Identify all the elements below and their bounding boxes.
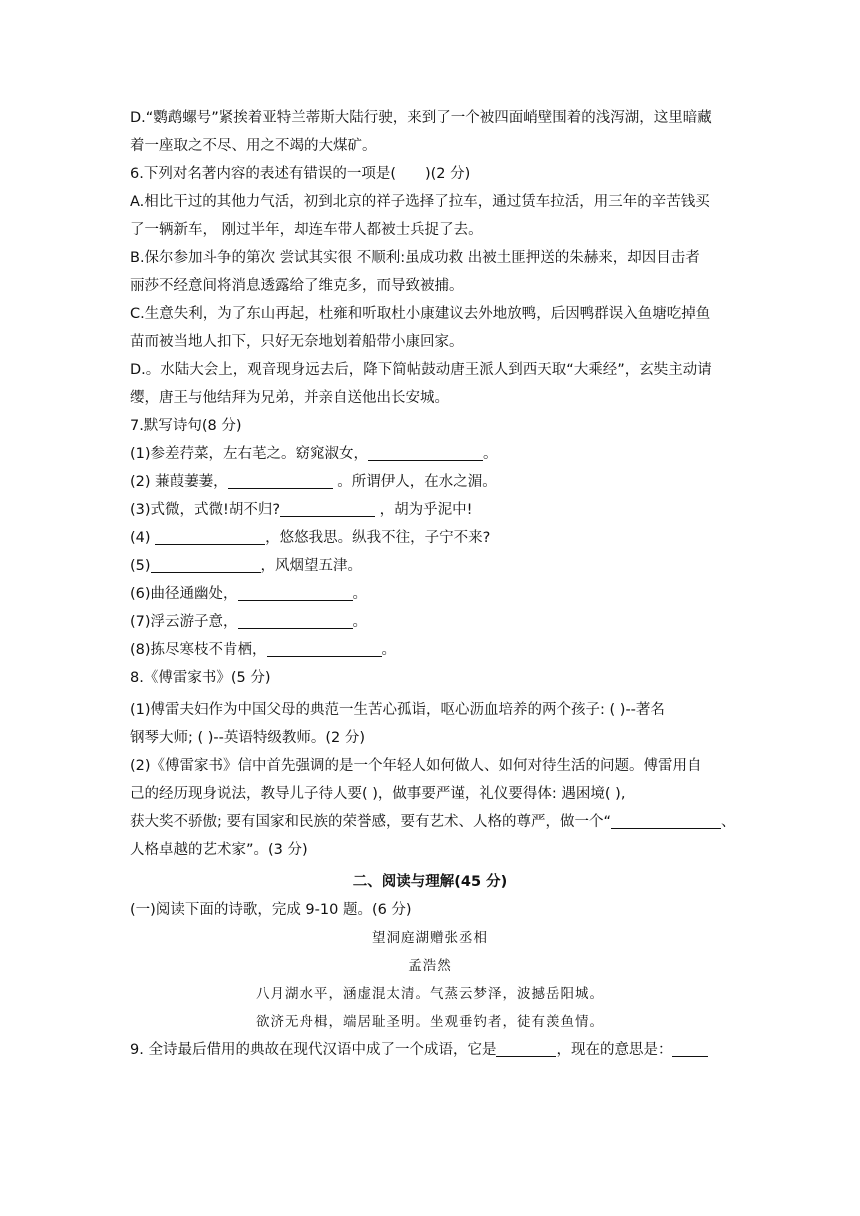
- q6-option-b-line2: 丽莎不经意间将消息透露给了维克多，而导致被捕。: [130, 278, 464, 294]
- q6-stem: 6.下列对名著内容的表述有错误的一项是( )(2 分): [130, 166, 471, 182]
- q7-item-4: (4) ，悠悠我思。纵我不往，子宁不来?: [130, 530, 491, 546]
- q8-part2-line1: (2)《傅雷家书》信中首先强调的是一个年轻人如何做人、如何对待生活的问题。傅雷用自: [130, 758, 702, 774]
- poem-title: 望洞庭湖赠张丞相: [372, 930, 488, 946]
- q7-item-7: (7)浮云游子意， 。: [130, 614, 368, 630]
- q6-option-a-line2: 了一辆新车， 刚过半年，却连车带人都被士兵捉了去。: [130, 222, 483, 238]
- q7-item-8: (8)拣尽寒枝不肯栖， 。: [130, 642, 397, 658]
- answer-blank[interactable]: [672, 1041, 708, 1057]
- q7-item-5: (5) ，风烟望五津。: [130, 558, 363, 574]
- answer-blank[interactable]: [238, 613, 353, 629]
- answer-blank[interactable]: [228, 473, 333, 489]
- q5-option-d-line1: D.“鹦鹉螺号”紧挨着亚特兰蒂斯大陆行驶，来到了一个被四面峭壁围着的浅泻湖，这里暗藏: [130, 110, 712, 126]
- answer-blank[interactable]: [280, 501, 375, 517]
- q7-item-3: (3)式微，式微!胡不归? ，胡为乎泥中!: [130, 502, 473, 518]
- section-title: 二、阅读与理解(45 分): [352, 874, 508, 890]
- q6-option-b-line1: B.保尔参加斗争的第次 尝试其实很 不顺利:虽成功救 出被土匪押送的朱赫来，却因目击者: [130, 250, 700, 266]
- poem-line-2: 欲济无舟楫，端居耻圣明。坐观垂钓者，徒有羡鱼情。: [256, 1014, 604, 1030]
- section-intro: (一)阅读下面的诗歌，完成 9-10 题。(6 分): [130, 902, 412, 918]
- answer-blank[interactable]: [267, 641, 382, 657]
- q8-part2-line4: 人格卓越的艺术家”。(3 分): [130, 842, 308, 858]
- q8-part1-line1: (1)傅雷夫妇作为中国父母的典范一生苦心孤诣，呕心沥血培养的两个孩子: ( )--著名: [130, 702, 665, 718]
- q9-stem: 9. 全诗最后借用的典故在现代汉语中成了一个成语，它是 ，现在的意思是：: [130, 1040, 708, 1060]
- q7-item-1: (1)参差荇菜，左右芼之。窈窕淑女， 。: [130, 446, 498, 462]
- answer-blank[interactable]: [155, 529, 265, 545]
- q7-item-6: (6)曲径通幽处， 。: [130, 586, 368, 602]
- poem-author: 孟浩然: [408, 958, 452, 974]
- answer-blank[interactable]: [611, 813, 721, 829]
- q8-part1-line2: 钢琴大师; ( )--英语特级教师。(2 分): [130, 730, 366, 746]
- q8-part2-line2: 己的经历现身说法，教导儿子待人要( )，做事要严谨，礼仪要得体: 遇困境( ),: [130, 786, 626, 802]
- answer-blank[interactable]: [368, 445, 483, 461]
- answer-blank[interactable]: [151, 557, 261, 573]
- q7-stem: 7.默写诗句(8 分): [130, 418, 242, 434]
- q8-part2-line3: 获大奖不骄傲; 要有国家和民族的荣誉感，要有艺术、人格的尊严，做一个“ 、: [130, 814, 736, 830]
- q5-option-d-line2: 着一座取之不尽、用之不竭的大煤矿。: [130, 138, 377, 154]
- answer-blank[interactable]: [238, 585, 353, 601]
- q6-option-c-line2: 苗而被当地人扣下，只好无奈地划着船带小康回家。: [130, 334, 464, 350]
- q7-item-2: (2) 蒹葭萋萋， 。所谓伊人，在水之湄。: [130, 474, 497, 490]
- poem-line-1: 八月湖水平，涵虚混太清。气蒸云梦泽，波撼岳阳城。: [256, 986, 604, 1002]
- answer-blank[interactable]: [496, 1041, 556, 1057]
- q6-option-a-line1: A.相比干过的其他力气活，初到北京的祥子选择了拉车，通过赁车拉活，用三年的辛苦钱买: [130, 194, 710, 210]
- q6-option-d-line1: D.。水陆大会上，观音现身远去后，降下简帖鼓动唐王派人到西天取“大乘经”，玄奘主动请: [130, 362, 712, 378]
- q6-option-c-line1: C.生意失利，为了东山再起，杜雍和听取杜小康建议去外地放鸭，后因鸭群误入鱼塘吃掉鱼: [130, 306, 711, 322]
- q8-stem: 8.《傅雷家书》(5 分): [130, 670, 271, 686]
- q6-option-d-line2: 缨，唐王与他结拜为兄弟，并亲自送他出长安城。: [130, 390, 449, 406]
